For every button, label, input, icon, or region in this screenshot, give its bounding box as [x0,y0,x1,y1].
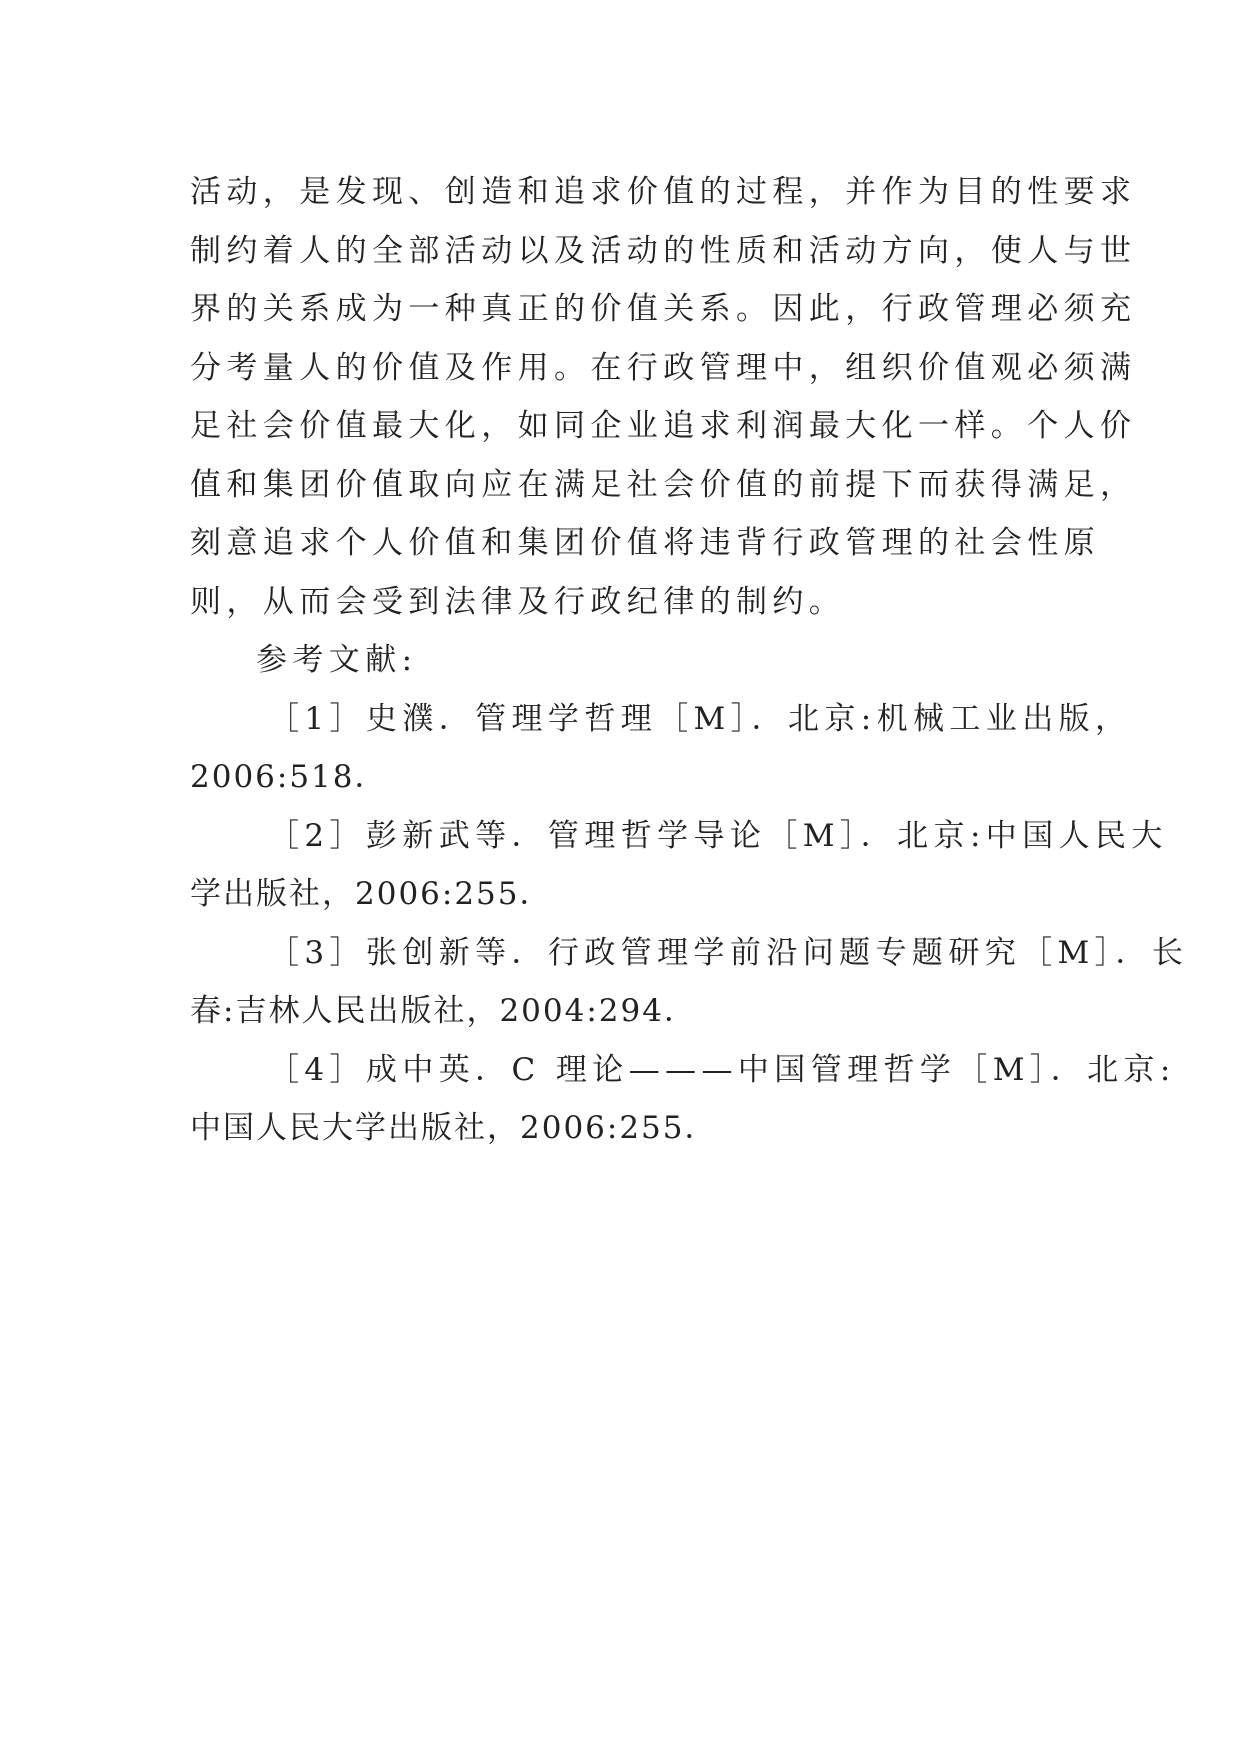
reference-item [190,1041,1176,1158]
paragraph-line: 则，从而会受到法律及行政纪律的制约。 [190,583,846,620]
reference-line-rest: 学出版社，2006:255． [190,876,553,912]
reference-item [190,807,1168,924]
paragraph-line: 界的关系成为一种真正的价值关系。因此，行政管理必须充 [190,291,1137,327]
paragraph-line: 分考量人的价值及作用。在行政管理中，组织价值观必须满 [190,349,1137,386]
reference-line-rest: 春:吉林人民出版社，2004:294． [190,993,697,1029]
page-content [190,163,1189,1158]
paragraph-line: 活动，是发现、创造和追求价值的过程，并作为目的性要求 [190,174,1137,210]
body-paragraph [190,163,1137,631]
reference-line-rest: 2006:518． [190,759,388,795]
reference-line-first: ［3］张创新等．行政管理学前沿问题专题研究［M］．长 [268,934,1189,971]
reference-line-first: ［4］成中英．C 理论———中国管理哲学［M］．北京: [268,1051,1176,1088]
reference-item [190,690,1132,807]
references-heading: 参考文献: [256,642,418,678]
reference-line-rest: 中国人民大学出版社，2006:255． [190,1110,718,1146]
reference-line-first: ［2］彭新武等．管理哲学导论［M］．北京:中国人民大 [268,817,1168,854]
paragraph-line: 制约着人的全部活动以及活动的性质和活动方向，使人与世 [190,232,1137,269]
paragraph-line: 刻意追求个人价值和集团价值将违背行政管理的社会性原 [190,525,1100,561]
paragraph-line: 值和集团价值取向应在满足社会价值的前提下而获得满足， [190,466,1137,503]
reference-line-first: ［1］史濮．管理学哲理［M］．北京:机械工业出版， [268,700,1132,737]
reference-item [190,924,1189,1041]
paragraph-line: 足社会价值最大化，如同企业追求利润最大化一样。个人价 [190,408,1137,444]
